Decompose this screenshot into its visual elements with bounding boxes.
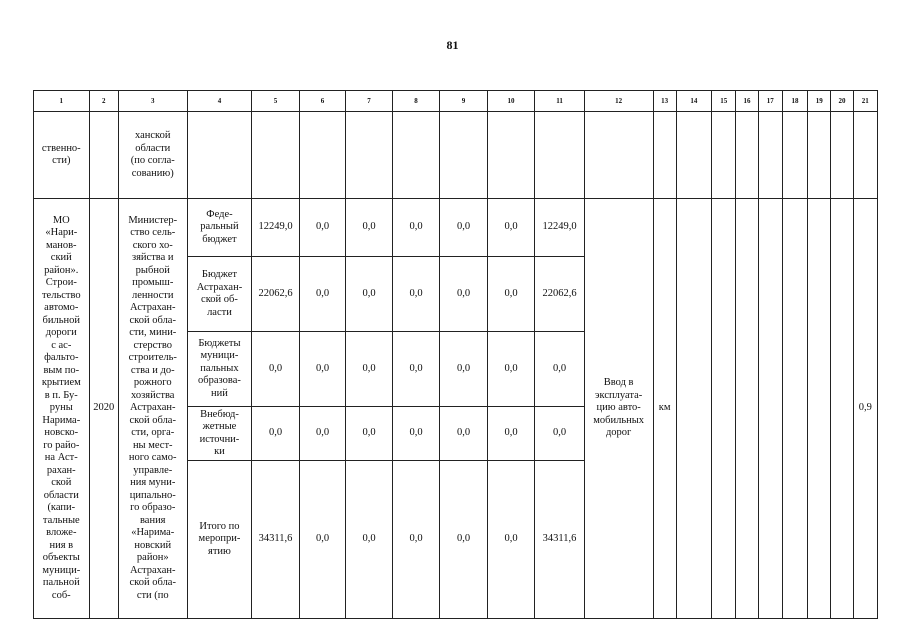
col-number: 3 — [118, 91, 187, 112]
funding-row-federal — [34, 199, 878, 257]
value-cell: 0,0 — [487, 332, 535, 407]
cont-cell — [187, 112, 252, 199]
col-number: 6 — [299, 91, 345, 112]
col-number: 18 — [782, 91, 807, 112]
cont-cell — [736, 112, 758, 199]
empty-cell — [736, 199, 758, 619]
value-cell: 0,0 — [299, 407, 345, 461]
cont-cell — [808, 112, 831, 199]
col-number: 1 — [34, 91, 90, 112]
col-number: 8 — [392, 91, 440, 112]
cont-measure-cell: ственно- сти) — [34, 112, 90, 199]
cont-cell — [712, 112, 736, 199]
cont-cell — [346, 112, 392, 199]
value-cell: 0,0 — [392, 461, 440, 619]
col-number: 12 — [584, 91, 653, 112]
value-cell: 0,0 — [440, 199, 488, 257]
value-cell: 0,0 — [487, 407, 535, 461]
page-number: 81 — [446, 38, 459, 52]
continuation-row — [34, 112, 878, 199]
cont-cell — [584, 112, 653, 199]
empty-cell — [808, 199, 831, 619]
value-cell: 34311,6 — [535, 461, 585, 619]
value-cell: 0,0 — [440, 461, 488, 619]
value-cell: 0,0 — [535, 407, 585, 461]
cont-cell — [89, 112, 118, 199]
empty-cell — [676, 199, 711, 619]
cont-cell — [782, 112, 807, 199]
value-cell: 0,0 — [299, 257, 345, 332]
cont-cell — [299, 112, 345, 199]
value-cell: 12249,0 — [535, 199, 585, 257]
value-cell: 22062,6 — [535, 257, 585, 332]
col-number: 14 — [676, 91, 711, 112]
value-cell: 0,0 — [440, 332, 488, 407]
funding-source-cell: Внебюд- жетные источни- ки — [187, 407, 252, 461]
value-cell: 0,0 — [440, 257, 488, 332]
value-cell: 0,0 — [299, 332, 345, 407]
value-cell: 0,0 — [346, 407, 392, 461]
cont-executor-cell: ханской области (по согла- сованию) — [118, 112, 187, 199]
col-number: 17 — [758, 91, 782, 112]
col-number: 15 — [712, 91, 736, 112]
col-number: 16 — [736, 91, 758, 112]
value-cell: 0,0 — [299, 461, 345, 619]
funding-source-cell: Бюджет Астрахан- ской об- ласти — [187, 257, 252, 332]
cont-cell — [676, 112, 711, 199]
value-cell: 0,0 — [535, 332, 585, 407]
empty-cell — [782, 199, 807, 619]
value-cell: 12249,0 — [252, 199, 300, 257]
col-number: 5 — [252, 91, 300, 112]
col-number: 21 — [853, 91, 877, 112]
col-number: 4 — [187, 91, 252, 112]
col-number: 2 — [89, 91, 118, 112]
empty-cell — [831, 199, 853, 619]
value-cell: 0,0 — [392, 407, 440, 461]
empty-cell — [712, 199, 736, 619]
value-cell: 0,0 — [346, 199, 392, 257]
value-cell: 0,0 — [487, 199, 535, 257]
col-number: 11 — [535, 91, 585, 112]
funding-source-cell: Бюджеты муници- пальных образова- ний — [187, 332, 252, 407]
year-cell: 2020 — [89, 199, 118, 619]
col-number: 7 — [346, 91, 392, 112]
cont-cell — [252, 112, 300, 199]
value-cell: 0,0 — [392, 257, 440, 332]
value-cell: 0,0 — [346, 461, 392, 619]
funding-source-cell: Итого по меропри- ятию — [187, 461, 252, 619]
value-cell: 0,0 — [346, 257, 392, 332]
cont-cell — [535, 112, 585, 199]
col-number: 20 — [831, 91, 853, 112]
col-number: 9 — [440, 91, 488, 112]
col-number: 10 — [487, 91, 535, 112]
cont-cell — [392, 112, 440, 199]
value-cell: 22062,6 — [252, 257, 300, 332]
value-cell: 0,0 — [299, 199, 345, 257]
value-cell: 0,0 — [252, 407, 300, 461]
value-cell: 0,0 — [392, 332, 440, 407]
cont-cell — [831, 112, 853, 199]
column-number-row — [34, 91, 878, 112]
executor-cell: Министер- ство сель- ского хо- зяйства и рыбной промыш- ленности Астрахан- ской обла- сти, мини- стерство строитель- ства и до- рожного хозяйства Астрахан- ской обла- сти, орга- ны мест- ного само- управле- ния муни- ципально- го образо- вания «Нарима- новский район» Астрахан- ской обла- сти (по — [118, 199, 187, 619]
cont-cell — [653, 112, 676, 199]
measure-name-cell: МО «Нари- манов- ский район». Строи- тельство автомо- бильной дороги с ас- фальто- вым по- крытием в п. Бу- руны Нарима- новско- го райо- на Аст- рахан- ской области (капи- тальные вложе- ния в объекты муници- пальной соб- — [34, 199, 90, 619]
cont-cell — [440, 112, 488, 199]
value-cell: 0,0 — [346, 332, 392, 407]
value-cell: 34311,6 — [252, 461, 300, 619]
funding-source-cell: Феде- ральный бюджет — [187, 199, 252, 257]
value-cell: 0,0 — [487, 461, 535, 619]
cont-cell — [853, 112, 877, 199]
cont-cell — [487, 112, 535, 199]
unit-cell: км — [653, 199, 676, 619]
indicator-name-cell: Ввод в эксплуата- цию авто- мобильных дорог — [584, 199, 653, 619]
cont-cell — [758, 112, 782, 199]
empty-cell — [758, 199, 782, 619]
value-cell: 0,0 — [440, 407, 488, 461]
value-cell: 0,0 — [252, 332, 300, 407]
value-cell: 0,0 — [392, 199, 440, 257]
col-number: 13 — [653, 91, 676, 112]
target-value-cell: 0,9 — [853, 199, 877, 619]
value-cell: 0,0 — [487, 257, 535, 332]
col-number: 19 — [808, 91, 831, 112]
program-table — [33, 90, 878, 619]
